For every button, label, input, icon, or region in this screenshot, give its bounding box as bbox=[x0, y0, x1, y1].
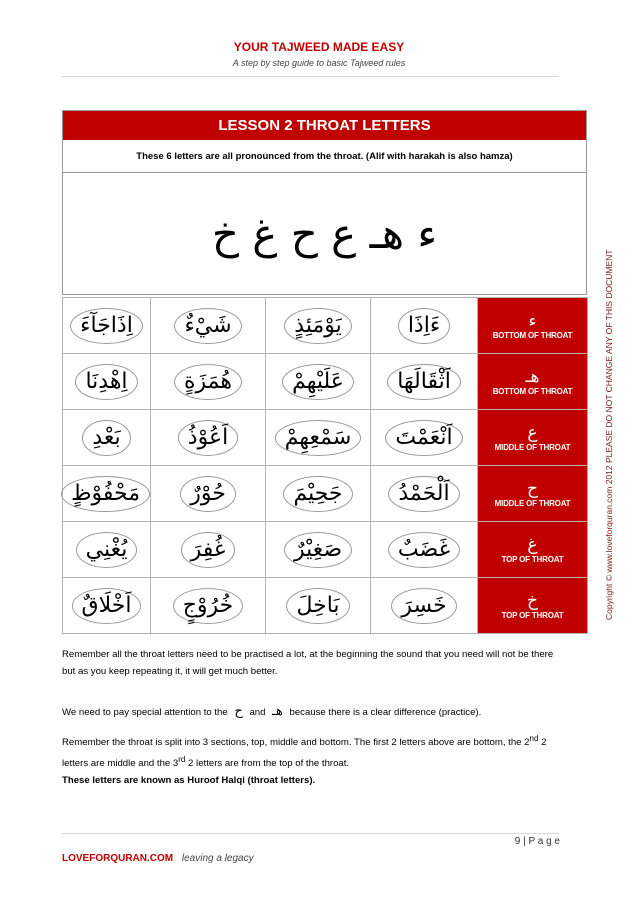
letters-table bbox=[62, 297, 588, 634]
table-row bbox=[63, 466, 588, 522]
throat-letter-cell bbox=[478, 466, 588, 522]
example-word: غُفِرَ bbox=[151, 522, 266, 578]
throat-letter: غ bbox=[527, 535, 538, 555]
attention-paragraph: We need to pay special attention to the ح and هـ because there is a clear difference (practice). bbox=[62, 704, 482, 719]
example-word: يُغْنِي bbox=[63, 522, 151, 578]
table-row bbox=[63, 354, 588, 410]
example-word: اِهْدِنَا bbox=[63, 354, 151, 410]
document-title: YOUR TAJWEED MADE EASY bbox=[233, 40, 405, 54]
example-word: يَوْمَئِذٍ bbox=[266, 298, 371, 354]
example-word: اَثْقَالَهَا bbox=[371, 354, 478, 410]
table-row bbox=[63, 522, 588, 578]
example-word: اِذَاجَآءَ bbox=[63, 298, 151, 354]
example-word: هُمَزَةٍ bbox=[151, 354, 266, 410]
example-word: خَسِرَ bbox=[371, 578, 478, 634]
practice-paragraph: Remember all the throat letters need to be practised a lot, at the beginning the sound that you need will not be there but as you keep repeating it, it will get much better. bbox=[62, 649, 554, 677]
example-word: اَعُوْذُ bbox=[151, 410, 266, 466]
example-word: مَحْفُوْظٍ bbox=[63, 466, 151, 522]
example-word: غَضَبٌ bbox=[371, 522, 478, 578]
throat-position: MIDDLE OF THROAT bbox=[494, 499, 571, 508]
throat-letter-cell bbox=[478, 578, 588, 634]
throat-position: BOTTOM OF THROAT bbox=[492, 387, 573, 396]
header-divider bbox=[62, 76, 559, 77]
huroof-halqi-note: These letters are known as Huroof Halqi (throat letters). bbox=[62, 775, 316, 787]
throat-letter: ح bbox=[527, 479, 538, 499]
throat-letter-cell bbox=[478, 410, 588, 466]
example-word: حُوْرٌ bbox=[151, 466, 266, 522]
example-word: ءَاِذَا bbox=[371, 298, 478, 354]
footer-divider bbox=[62, 833, 559, 834]
example-word: صَغِيْرٌ bbox=[266, 522, 371, 578]
throat-letter-cell bbox=[478, 354, 588, 410]
throat-letter-cell bbox=[478, 298, 588, 354]
throat-letter: ء bbox=[528, 311, 537, 331]
throat-letter: ع bbox=[527, 423, 538, 443]
lesson-description: These 6 letters are all pronounced from the throat. (Alif with harakah is also hamza) bbox=[63, 140, 586, 173]
throat-position: MIDDLE OF THROAT bbox=[494, 443, 571, 452]
example-word: بَاخِلَ bbox=[266, 578, 371, 634]
table-row bbox=[63, 578, 588, 634]
throat-letters: ء هـ ع ح غ خ bbox=[211, 209, 438, 258]
copyright-sidebar: Copyright © www.loveforquran.com 2012 PLEASE DO NOT CHANGE ANY OF THIS DOCUMENT bbox=[604, 249, 614, 620]
throat-letter-cell bbox=[478, 522, 588, 578]
example-word: سَمْعِهِمْ bbox=[266, 410, 371, 466]
lesson-box bbox=[62, 110, 587, 295]
brand-tagline: leaving a legacy bbox=[181, 853, 254, 864]
sections-paragraph: Remember the throat is split into 3 sections, top, middle and bottom. The first 2 letters above are bottom, the 2nd 2 letters are middle and the 3rd 2 letters are from the top of the throat. These letters are known as Huroof Halqi (throat letters). bbox=[62, 734, 547, 787]
table-row bbox=[63, 410, 588, 466]
example-word: بَعْدِ bbox=[63, 410, 151, 466]
throat-letter: هـ bbox=[525, 367, 540, 387]
example-word: عَلَيْهِمْ bbox=[266, 354, 371, 410]
throat-position: TOP OF THROAT bbox=[501, 611, 564, 620]
throat-position: TOP OF THROAT bbox=[501, 555, 564, 564]
footer-brand bbox=[62, 853, 254, 864]
throat-position: BOTTOM OF THROAT bbox=[492, 331, 573, 340]
arabic-letter-ha: ح bbox=[234, 704, 243, 719]
lesson-title: LESSON 2 THROAT LETTERS bbox=[63, 111, 586, 140]
example-word: اَنْعَمْتَ bbox=[371, 410, 478, 466]
example-word: اَخْلَاقٌ bbox=[63, 578, 151, 634]
example-word: جَحِيْمَ bbox=[266, 466, 371, 522]
document-subtitle: A step by step guide to basic Tajweed rules bbox=[232, 58, 406, 68]
page-number: 9 | P a g e bbox=[514, 836, 560, 847]
example-word: شَيْءٌ bbox=[151, 298, 266, 354]
example-word: اَلْحَمْدُ bbox=[371, 466, 478, 522]
arabic-letter-haa: هـ bbox=[272, 704, 283, 719]
table-row bbox=[63, 298, 588, 354]
example-word: خُرُوْجٍ bbox=[151, 578, 266, 634]
brand-name: LOVEFORQURAN.COM bbox=[62, 853, 174, 864]
throat-letter: خ bbox=[527, 591, 538, 611]
